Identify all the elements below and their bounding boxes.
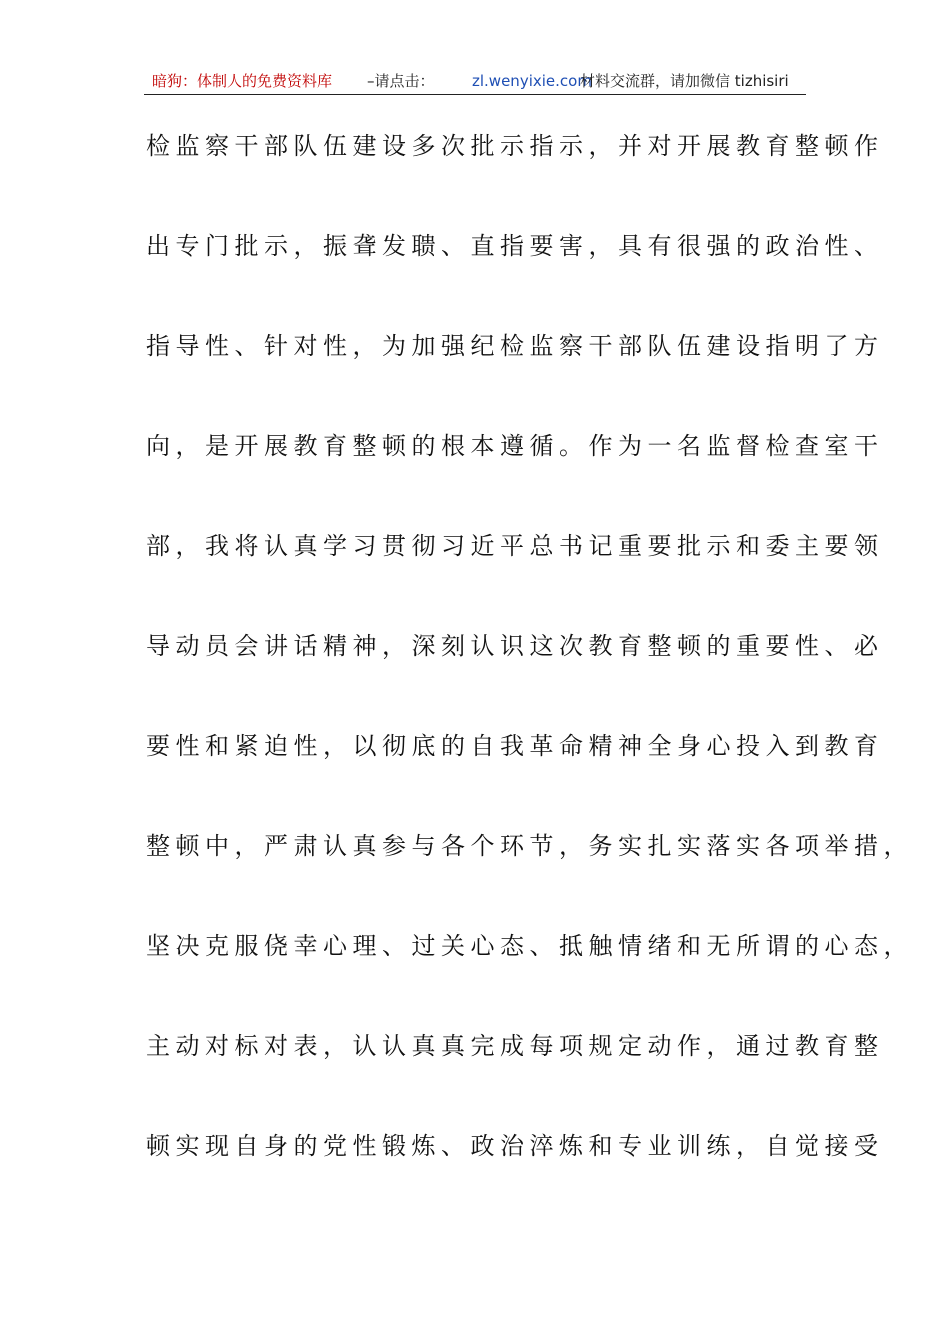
paragraph-line: 要性和紧迫性，以彻底的自我革命精神全身心投入到教育 — [146, 732, 884, 760]
paragraph-line: 主动对标对表，认认真真完成每项规定动作，通过教育整 — [146, 1032, 884, 1060]
paragraph-line: 整顿中，严肃认真参与各个环节，务实扎实落实各项举措， — [146, 832, 913, 860]
paragraph-line: 顿实现自身的党性锻炼、政治淬炼和专业训练，自觉接受 — [146, 1132, 884, 1160]
paragraph-line: 指导性、针对性，为加强纪检监察干部队伍建设指明了方 — [146, 332, 884, 360]
page-header — [144, 68, 806, 95]
document-body — [146, 96, 913, 1196]
header-prompt: –请点击： — [367, 72, 435, 90]
paragraph-line: 检监察干部队伍建设多次批示指示，并对开展教育整顿作 — [146, 132, 884, 160]
header-link[interactable]: zl.wenyixie.com — [472, 72, 592, 90]
paragraph-line: 部，我将认真学习贯彻习近平总书记重要批示和委主要领 — [146, 532, 884, 560]
paragraph-line: 坚决克服侥幸心理、过关心态、抵触情绪和无所谓的心态， — [146, 932, 913, 960]
paragraph-line: 导动员会讲话精神，深刻认识这次教育整顿的重要性、必 — [146, 632, 884, 660]
paragraph-line: 出专门批示，振聋发聩、直指要害，具有很强的政治性、 — [146, 232, 884, 260]
paragraph-line: 向，是开展教育整顿的根本遵循。作为一名监督检查室干 — [146, 432, 884, 460]
header-wechat-note: 材料交流群，请加微信 tizhisiri — [580, 72, 789, 90]
header-brand: 暗狗：体制人的免费资料库 — [152, 72, 333, 90]
